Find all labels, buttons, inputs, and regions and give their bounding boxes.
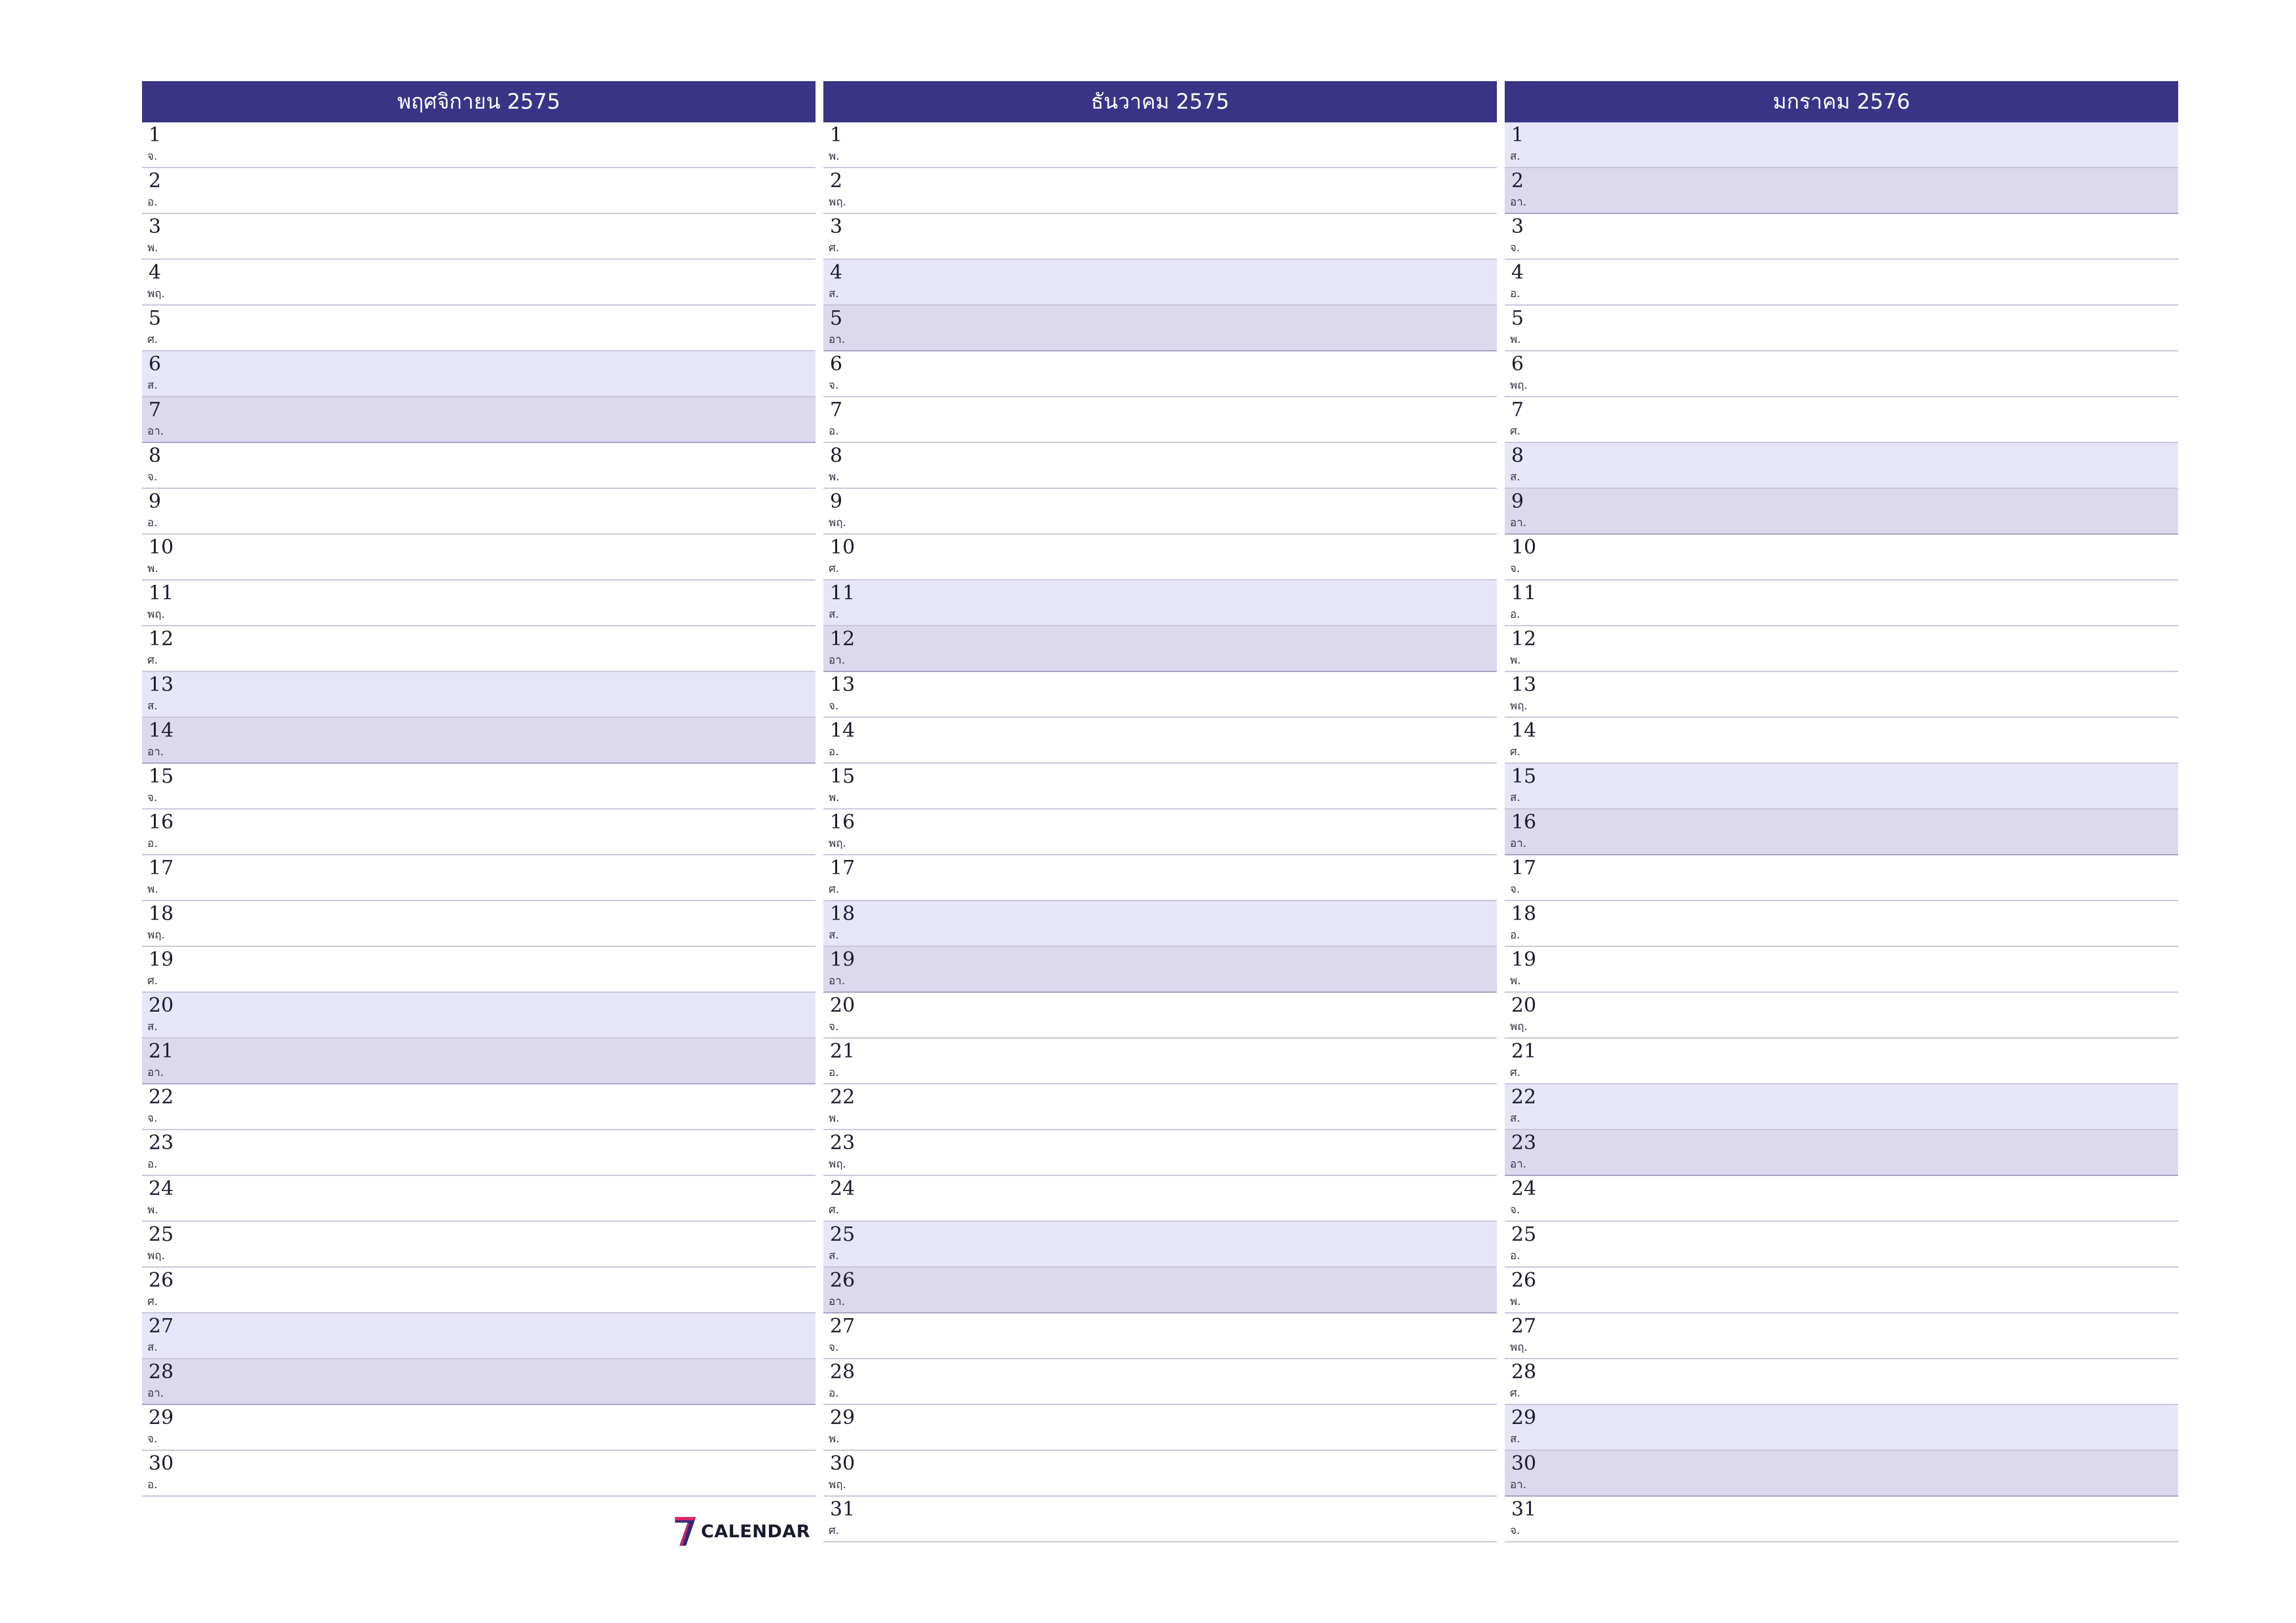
day-number: 21 xyxy=(830,1040,855,1063)
day-row[interactable] xyxy=(142,855,816,901)
weekday-label: ส. xyxy=(1510,1433,1520,1446)
day-row[interactable] xyxy=(823,626,1497,672)
day-number: 10 xyxy=(830,536,855,559)
day-number: 23 xyxy=(830,1132,855,1154)
day-number: 30 xyxy=(1511,1452,1537,1475)
day-number: 18 xyxy=(1511,902,1537,925)
weekday-label: อา. xyxy=(1510,516,1527,529)
weekday-label: อา. xyxy=(147,425,164,438)
day-row[interactable] xyxy=(142,1313,816,1359)
weekday-label: อ. xyxy=(829,1066,839,1079)
day-number: 24 xyxy=(830,1177,855,1200)
weekday-label: พฤ. xyxy=(1510,700,1528,713)
weekday-label: พฤ. xyxy=(1510,1020,1528,1033)
day-row[interactable] xyxy=(823,855,1497,901)
day-number: 27 xyxy=(1511,1315,1537,1338)
day-row[interactable] xyxy=(823,214,1497,260)
weekday-label: พ. xyxy=(829,471,840,484)
day-row[interactable] xyxy=(1505,122,2178,168)
weekday-label: อ. xyxy=(1510,929,1520,942)
day-row[interactable] xyxy=(1505,397,2178,443)
day-number: 17 xyxy=(1511,857,1537,880)
weekday-label: ส. xyxy=(147,1341,158,1354)
day-row[interactable] xyxy=(823,306,1497,351)
day-number: 31 xyxy=(830,1498,855,1521)
day-row[interactable] xyxy=(1505,580,2178,626)
weekday-label: อา. xyxy=(147,745,164,758)
day-row[interactable] xyxy=(142,580,816,626)
weekday-label: ส. xyxy=(147,700,158,713)
day-row[interactable] xyxy=(823,810,1497,855)
day-row[interactable] xyxy=(142,1222,816,1268)
month-header: มกราคม 2576 xyxy=(1505,81,2178,122)
weekday-label: อ. xyxy=(829,425,839,438)
day-row[interactable] xyxy=(142,626,816,672)
weekday-label: อ. xyxy=(147,196,158,209)
day-row[interactable] xyxy=(1505,764,2178,810)
weekday-label: พฤ. xyxy=(829,1478,846,1491)
day-row[interactable] xyxy=(1505,443,2178,489)
day-row[interactable] xyxy=(823,1039,1497,1084)
day-row[interactable] xyxy=(142,764,816,810)
day-number: 10 xyxy=(1511,536,1537,559)
day-number: 11 xyxy=(1511,582,1537,605)
weekday-label: จ. xyxy=(1510,1204,1520,1217)
day-number: 19 xyxy=(149,948,174,971)
day-row[interactable] xyxy=(1505,1176,2178,1222)
day-number: 2 xyxy=(149,169,162,192)
day-number: 30 xyxy=(149,1452,174,1475)
day-number: 24 xyxy=(149,1177,174,1200)
weekday-label: พ. xyxy=(147,241,158,255)
day-number: 25 xyxy=(830,1223,855,1246)
day-number: 3 xyxy=(149,215,162,238)
day-row[interactable] xyxy=(1505,1497,2178,1543)
day-row[interactable] xyxy=(1505,489,2178,535)
day-row[interactable] xyxy=(823,718,1497,764)
day-number: 29 xyxy=(149,1406,174,1429)
day-row[interactable] xyxy=(1505,1084,2178,1130)
weekday-label: พฤ. xyxy=(147,1249,165,1262)
day-row[interactable] xyxy=(142,489,816,535)
day-row[interactable] xyxy=(142,1405,816,1451)
day-row[interactable] xyxy=(1505,901,2178,947)
day-row[interactable] xyxy=(142,1176,816,1222)
weekday-label: พฤ. xyxy=(829,196,846,209)
day-number: 12 xyxy=(830,628,855,651)
day-row[interactable] xyxy=(1505,168,2178,214)
day-row[interactable] xyxy=(823,397,1497,443)
day-row[interactable] xyxy=(823,1084,1497,1130)
weekday-label: พ. xyxy=(147,562,158,575)
day-row[interactable] xyxy=(1505,855,2178,901)
day-row[interactable] xyxy=(823,947,1497,993)
day-number: 1 xyxy=(1511,124,1524,147)
day-row[interactable] xyxy=(142,260,816,306)
weekday-label: พ. xyxy=(829,791,840,804)
weekday-label: อา. xyxy=(1510,1478,1527,1491)
weekday-label: จ. xyxy=(147,150,158,163)
day-number: 17 xyxy=(830,857,855,880)
day-row[interactable] xyxy=(823,1405,1497,1451)
day-row[interactable] xyxy=(823,351,1497,397)
weekday-label: พฤ. xyxy=(147,608,165,621)
weekday-label: อา. xyxy=(829,1295,846,1308)
day-number: 4 xyxy=(149,261,162,284)
day-number: 29 xyxy=(830,1406,855,1429)
day-row[interactable] xyxy=(142,397,816,443)
day-row[interactable] xyxy=(1505,1222,2178,1268)
day-number: 12 xyxy=(149,628,174,651)
day-row[interactable] xyxy=(142,351,816,397)
day-number: 29 xyxy=(1511,1406,1537,1429)
day-number: 14 xyxy=(830,719,855,742)
day-row[interactable] xyxy=(823,489,1497,535)
day-number: 6 xyxy=(830,353,843,376)
weekday-label: อา. xyxy=(829,974,846,988)
weekday-label: พ. xyxy=(147,1204,158,1217)
weekday-label: อ. xyxy=(829,745,839,758)
weekday-label: ส. xyxy=(1510,471,1520,484)
day-row[interactable] xyxy=(142,718,816,764)
day-row[interactable] xyxy=(142,535,816,580)
day-row[interactable] xyxy=(1505,1268,2178,1313)
day-number: 18 xyxy=(149,902,174,925)
weekday-label: จ. xyxy=(147,1433,158,1446)
day-number: 4 xyxy=(1511,261,1524,284)
day-row[interactable] xyxy=(142,1359,816,1405)
weekday-label: ศ. xyxy=(1510,425,1521,438)
day-number: 1 xyxy=(830,124,843,147)
weekday-label: อา. xyxy=(1510,837,1527,850)
weekday-label: พฤ. xyxy=(1510,379,1528,392)
weekday-label: ศ. xyxy=(1510,1387,1521,1400)
weekday-label: พฤ. xyxy=(829,516,846,529)
weekday-label: ศ. xyxy=(1510,1066,1521,1079)
day-number: 9 xyxy=(830,490,843,513)
weekday-label: พ. xyxy=(147,883,158,896)
day-number: 15 xyxy=(149,765,174,788)
day-row[interactable] xyxy=(1505,1130,2178,1176)
weekday-label: ศ. xyxy=(829,1524,840,1537)
day-row[interactable] xyxy=(142,1268,816,1313)
day-number: 1 xyxy=(149,124,162,147)
day-list xyxy=(1505,122,2178,1543)
day-list xyxy=(823,122,1497,1543)
weekday-label: พ. xyxy=(1510,333,1521,346)
day-number: 8 xyxy=(1511,444,1524,467)
day-row[interactable] xyxy=(823,1497,1497,1543)
weekday-label: อ. xyxy=(1510,608,1520,621)
day-row[interactable] xyxy=(1505,993,2178,1039)
day-row[interactable] xyxy=(823,535,1497,580)
weekday-label: จ. xyxy=(147,1112,158,1125)
day-row[interactable] xyxy=(142,810,816,855)
day-number: 9 xyxy=(1511,490,1524,513)
day-number: 26 xyxy=(149,1269,174,1292)
day-number: 13 xyxy=(1511,673,1537,696)
day-row[interactable] xyxy=(1505,306,2178,351)
day-row[interactable] xyxy=(823,1222,1497,1268)
weekday-label: จ. xyxy=(1510,883,1520,896)
day-number: 13 xyxy=(830,673,855,696)
day-number: 16 xyxy=(149,811,174,834)
weekday-label: อา. xyxy=(1510,196,1527,209)
day-number: 14 xyxy=(149,719,174,742)
day-number: 5 xyxy=(1511,307,1524,330)
day-row[interactable] xyxy=(823,1268,1497,1313)
day-number: 7 xyxy=(830,399,843,421)
day-number: 2 xyxy=(830,169,843,192)
weekday-label: พ. xyxy=(1510,1295,1521,1308)
day-row[interactable] xyxy=(823,1359,1497,1405)
weekday-label: อา. xyxy=(829,333,846,346)
seven-logo-icon xyxy=(673,1513,697,1550)
day-number: 3 xyxy=(830,215,843,238)
day-number: 12 xyxy=(1511,628,1537,651)
weekday-label: ศ. xyxy=(147,654,158,667)
day-row[interactable] xyxy=(1505,1039,2178,1084)
weekday-label: ส. xyxy=(829,929,839,942)
day-number: 23 xyxy=(1511,1132,1537,1154)
day-number: 15 xyxy=(1511,765,1537,788)
day-number: 8 xyxy=(149,444,162,467)
weekday-label: พ. xyxy=(829,1433,840,1446)
weekday-label: พฤ. xyxy=(829,837,846,850)
weekday-label: จ. xyxy=(147,471,158,484)
day-row[interactable] xyxy=(142,214,816,260)
weekday-label: อา. xyxy=(147,1387,164,1400)
weekday-label: ศ. xyxy=(147,333,158,346)
day-row[interactable] xyxy=(142,1039,816,1084)
day-number: 8 xyxy=(830,444,843,467)
day-row[interactable] xyxy=(142,306,816,351)
weekday-label: พ. xyxy=(829,1112,840,1125)
day-number: 6 xyxy=(149,353,162,376)
day-number: 26 xyxy=(1511,1269,1537,1292)
day-number: 25 xyxy=(149,1223,174,1246)
weekday-label: อ. xyxy=(829,1387,839,1400)
day-number: 19 xyxy=(1511,948,1537,971)
day-row[interactable] xyxy=(823,168,1497,214)
day-number: 15 xyxy=(830,765,855,788)
weekday-label: ส. xyxy=(829,1249,839,1262)
day-number: 4 xyxy=(830,261,843,284)
day-number: 16 xyxy=(1511,811,1537,834)
day-number: 31 xyxy=(1511,1498,1537,1521)
weekday-label: จ. xyxy=(829,1020,839,1033)
day-number: 7 xyxy=(149,399,162,421)
day-number: 5 xyxy=(149,307,162,330)
weekday-label: อา. xyxy=(829,654,846,667)
weekday-label: จ. xyxy=(829,379,839,392)
day-number: 25 xyxy=(1511,1223,1537,1246)
day-number: 10 xyxy=(149,536,174,559)
day-number: 19 xyxy=(830,948,855,971)
weekday-label: อ. xyxy=(1510,1249,1520,1262)
weekday-label: ศ. xyxy=(1510,745,1521,758)
weekday-label: อา. xyxy=(147,1066,164,1079)
day-number: 22 xyxy=(149,1086,174,1109)
day-number: 11 xyxy=(149,582,174,605)
weekday-label: อ. xyxy=(147,516,158,529)
day-row[interactable] xyxy=(142,901,816,947)
weekday-label: อา. xyxy=(1510,1158,1527,1171)
weekday-label: พฤ. xyxy=(147,287,165,300)
day-row[interactable] xyxy=(1505,1359,2178,1405)
day-number: 21 xyxy=(149,1040,174,1063)
day-number: 23 xyxy=(149,1132,174,1154)
day-row[interactable] xyxy=(1505,626,2178,672)
day-number: 3 xyxy=(1511,215,1524,238)
day-number: 20 xyxy=(149,994,174,1017)
day-row[interactable] xyxy=(142,122,816,168)
weekday-label: ส. xyxy=(1510,1112,1520,1125)
day-list xyxy=(142,122,816,1497)
weekday-label: พฤ. xyxy=(1510,1341,1528,1354)
weekday-label: อ. xyxy=(147,1158,158,1171)
logo-text: CALENDAR xyxy=(700,1521,810,1542)
day-number: 17 xyxy=(149,857,174,880)
weekday-label: ส. xyxy=(1510,791,1520,804)
day-row[interactable] xyxy=(142,993,816,1039)
day-number: 7 xyxy=(1511,399,1524,421)
day-row[interactable] xyxy=(823,580,1497,626)
day-row[interactable] xyxy=(142,672,816,718)
day-number: 6 xyxy=(1511,353,1524,376)
weekday-label: ส. xyxy=(829,287,839,300)
weekday-label: ส. xyxy=(147,379,158,392)
day-row[interactable] xyxy=(1505,810,2178,855)
weekday-label: อ. xyxy=(147,837,158,850)
day-row[interactable] xyxy=(1505,1313,2178,1359)
day-number: 11 xyxy=(830,582,855,605)
day-number: 22 xyxy=(830,1086,855,1109)
day-row[interactable] xyxy=(823,122,1497,168)
day-row[interactable] xyxy=(142,168,816,214)
day-number: 2 xyxy=(1511,169,1524,192)
weekday-label: จ. xyxy=(1510,1524,1520,1537)
weekday-label: จ. xyxy=(829,1341,839,1354)
day-row[interactable] xyxy=(142,1451,816,1497)
weekday-label: จ. xyxy=(147,791,158,804)
day-row[interactable] xyxy=(142,443,816,489)
weekday-label: จ. xyxy=(1510,562,1520,575)
day-row[interactable] xyxy=(142,1084,816,1130)
weekday-label: ศ. xyxy=(147,1295,158,1308)
day-number: 5 xyxy=(830,307,843,330)
month-header: พฤศจิกายน 2575 xyxy=(142,81,816,122)
weekday-label: อ. xyxy=(147,1478,158,1491)
day-number: 26 xyxy=(830,1269,855,1292)
day-row[interactable] xyxy=(1505,535,2178,580)
day-number: 9 xyxy=(149,490,162,513)
day-row[interactable] xyxy=(1505,718,2178,764)
day-row[interactable] xyxy=(823,1130,1497,1176)
day-number: 20 xyxy=(830,994,855,1017)
day-row[interactable] xyxy=(1505,947,2178,993)
day-row[interactable] xyxy=(823,764,1497,810)
month-header: ธันวาคม 2575 xyxy=(823,81,1497,122)
weekday-label: พฤ. xyxy=(147,929,165,942)
day-row[interactable] xyxy=(823,260,1497,306)
day-number: 24 xyxy=(1511,1177,1537,1200)
day-row[interactable] xyxy=(142,1130,816,1176)
weekday-label: ศ. xyxy=(829,1204,840,1217)
day-number: 30 xyxy=(830,1452,855,1475)
weekday-label: ศ. xyxy=(829,562,840,575)
day-number: 20 xyxy=(1511,994,1537,1017)
weekday-label: พ. xyxy=(829,150,840,163)
day-number: 14 xyxy=(1511,719,1537,742)
day-row[interactable] xyxy=(1505,1451,2178,1497)
weekday-label: ส. xyxy=(1510,150,1520,163)
weekday-label: พ. xyxy=(1510,974,1521,988)
day-row[interactable] xyxy=(1505,672,2178,718)
day-row[interactable] xyxy=(823,672,1497,718)
weekday-label: พ. xyxy=(1510,654,1521,667)
weekday-label: ศ. xyxy=(829,883,840,896)
weekday-label: ศ. xyxy=(829,241,840,255)
day-number: 27 xyxy=(830,1315,855,1338)
weekday-label: ส. xyxy=(829,608,839,621)
day-number: 21 xyxy=(1511,1040,1537,1063)
day-row[interactable] xyxy=(1505,1405,2178,1451)
month-column-november xyxy=(142,81,816,1497)
day-row[interactable] xyxy=(1505,260,2178,306)
day-number: 28 xyxy=(1511,1361,1537,1383)
day-number: 28 xyxy=(830,1361,855,1383)
day-number: 18 xyxy=(830,902,855,925)
month-column-december xyxy=(823,81,1497,1543)
day-row[interactable] xyxy=(823,1451,1497,1497)
day-row[interactable] xyxy=(823,1313,1497,1359)
day-number: 13 xyxy=(149,673,174,696)
day-row[interactable] xyxy=(1505,214,2178,260)
weekday-label: พฤ. xyxy=(829,1158,846,1171)
day-number: 27 xyxy=(149,1315,174,1338)
day-row[interactable] xyxy=(142,947,816,993)
weekday-label: ส. xyxy=(147,1020,158,1033)
day-row[interactable] xyxy=(823,443,1497,489)
day-number: 28 xyxy=(149,1361,174,1383)
day-row[interactable] xyxy=(1505,351,2178,397)
weekday-label: อ. xyxy=(1510,287,1520,300)
weekday-label: จ. xyxy=(1510,241,1520,255)
weekday-label: จ. xyxy=(829,700,839,713)
day-row[interactable] xyxy=(823,1176,1497,1222)
day-number: 22 xyxy=(1511,1086,1537,1109)
weekday-label: ศ. xyxy=(147,974,158,988)
month-column-january xyxy=(1505,81,2178,1543)
day-number: 16 xyxy=(830,811,855,834)
brand-logo xyxy=(673,1512,810,1551)
day-row[interactable] xyxy=(823,901,1497,947)
day-row[interactable] xyxy=(823,993,1497,1039)
